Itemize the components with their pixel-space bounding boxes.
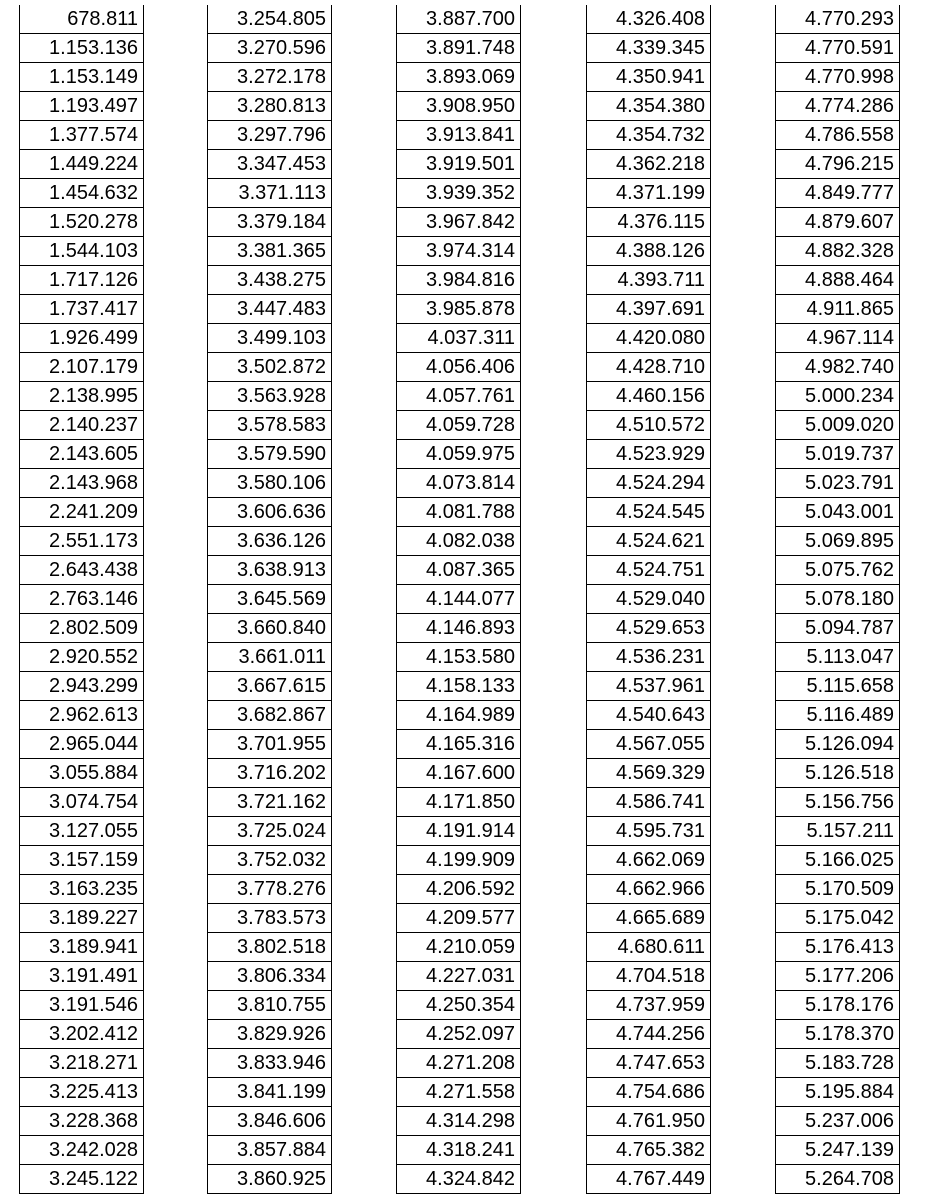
table-cell: 4.536.231 bbox=[586, 643, 711, 672]
table-cell: 4.057.761 bbox=[396, 382, 521, 411]
table-cell: 3.347.453 bbox=[207, 150, 332, 179]
table-cell: 4.362.218 bbox=[586, 150, 711, 179]
table-cell: 3.783.573 bbox=[207, 904, 332, 933]
table-cell: 3.891.748 bbox=[396, 34, 521, 63]
table-cell: 3.682.867 bbox=[207, 701, 332, 730]
table-cell: 3.638.913 bbox=[207, 556, 332, 585]
table-cell: 4.371.199 bbox=[586, 179, 711, 208]
table-cell: 1.193.497 bbox=[19, 92, 144, 121]
table-cell: 5.019.737 bbox=[775, 440, 900, 469]
table-cell: 4.911.865 bbox=[775, 295, 900, 324]
table-cell: 5.115.658 bbox=[775, 672, 900, 701]
table-cell: 3.218.271 bbox=[19, 1049, 144, 1078]
table-cell: 3.974.314 bbox=[396, 237, 521, 266]
table-cell: 4.271.208 bbox=[396, 1049, 521, 1078]
table-cell: 4.770.293 bbox=[775, 5, 900, 34]
table-cell: 5.178.370 bbox=[775, 1020, 900, 1049]
table-cell: 5.177.206 bbox=[775, 962, 900, 991]
table-cell: 2.138.995 bbox=[19, 382, 144, 411]
column-3 bbox=[396, 5, 521, 1194]
table-cell: 3.163.235 bbox=[19, 875, 144, 904]
table-cell: 5.075.762 bbox=[775, 556, 900, 585]
table-cell: 5.166.025 bbox=[775, 846, 900, 875]
table-cell: 4.744.256 bbox=[586, 1020, 711, 1049]
table-cell: 4.158.133 bbox=[396, 672, 521, 701]
table-cell: 3.716.202 bbox=[207, 759, 332, 788]
table-cell: 4.191.914 bbox=[396, 817, 521, 846]
table-cell: 4.586.741 bbox=[586, 788, 711, 817]
table-cell: 2.763.146 bbox=[19, 585, 144, 614]
table-cell: 3.202.412 bbox=[19, 1020, 144, 1049]
column-5 bbox=[775, 5, 900, 1194]
table-cell: 3.667.615 bbox=[207, 672, 332, 701]
table-cell: 2.943.299 bbox=[19, 672, 144, 701]
table-cell: 4.146.893 bbox=[396, 614, 521, 643]
table-cell: 4.982.740 bbox=[775, 353, 900, 382]
table-cell: 4.529.653 bbox=[586, 614, 711, 643]
table-cell: 4.397.691 bbox=[586, 295, 711, 324]
table-cell: 3.846.606 bbox=[207, 1107, 332, 1136]
table-cell: 4.199.909 bbox=[396, 846, 521, 875]
table-cell: 3.606.636 bbox=[207, 498, 332, 527]
table-cell: 4.164.989 bbox=[396, 701, 521, 730]
table-cell: 3.939.352 bbox=[396, 179, 521, 208]
table-cell: 3.985.878 bbox=[396, 295, 521, 324]
table-cell: 5.237.006 bbox=[775, 1107, 900, 1136]
column-4 bbox=[586, 5, 711, 1194]
table-cell: 4.524.294 bbox=[586, 469, 711, 498]
table-cell: 3.280.813 bbox=[207, 92, 332, 121]
table-cell: 3.578.583 bbox=[207, 411, 332, 440]
table-cell: 2.140.237 bbox=[19, 411, 144, 440]
table-cell: 5.009.020 bbox=[775, 411, 900, 440]
table-cell: 3.806.334 bbox=[207, 962, 332, 991]
table-cell: 3.660.840 bbox=[207, 614, 332, 643]
table-cell: 3.297.796 bbox=[207, 121, 332, 150]
table-cell: 4.524.621 bbox=[586, 527, 711, 556]
table-cell: 4.774.286 bbox=[775, 92, 900, 121]
table-cell: 3.189.941 bbox=[19, 933, 144, 962]
table-cell: 3.645.569 bbox=[207, 585, 332, 614]
table-cell: 3.127.055 bbox=[19, 817, 144, 846]
table-cell: 1.717.126 bbox=[19, 266, 144, 295]
column-1 bbox=[19, 5, 144, 1194]
table-cell: 4.569.329 bbox=[586, 759, 711, 788]
table-cell: 5.116.489 bbox=[775, 701, 900, 730]
table-cell: 4.770.998 bbox=[775, 63, 900, 92]
table-cell: 4.420.080 bbox=[586, 324, 711, 353]
table-cell: 5.156.756 bbox=[775, 788, 900, 817]
table-cell: 4.595.731 bbox=[586, 817, 711, 846]
table-cell: 2.143.605 bbox=[19, 440, 144, 469]
table-cell: 3.802.518 bbox=[207, 933, 332, 962]
table-cell: 3.272.178 bbox=[207, 63, 332, 92]
table-cell: 3.579.590 bbox=[207, 440, 332, 469]
table-cell: 1.153.136 bbox=[19, 34, 144, 63]
table-cell: 3.191.546 bbox=[19, 991, 144, 1020]
table-cell: 3.810.755 bbox=[207, 991, 332, 1020]
table-cell: 5.247.139 bbox=[775, 1136, 900, 1165]
table-cell: 2.107.179 bbox=[19, 353, 144, 382]
table-cell: 4.849.777 bbox=[775, 179, 900, 208]
table-cell: 4.227.031 bbox=[396, 962, 521, 991]
table-cell: 4.210.059 bbox=[396, 933, 521, 962]
table-cell: 3.752.032 bbox=[207, 846, 332, 875]
table-cell: 3.661.011 bbox=[207, 643, 332, 672]
table-cell: 4.314.298 bbox=[396, 1107, 521, 1136]
table-cell: 2.802.509 bbox=[19, 614, 144, 643]
table-cell: 678.811 bbox=[19, 5, 144, 34]
table-cell: 4.754.686 bbox=[586, 1078, 711, 1107]
table-cell: 4.073.814 bbox=[396, 469, 521, 498]
table-cell: 3.580.106 bbox=[207, 469, 332, 498]
table-cell: 4.680.611 bbox=[586, 933, 711, 962]
table-cell: 4.250.354 bbox=[396, 991, 521, 1020]
table-cell: 4.354.380 bbox=[586, 92, 711, 121]
table-cell: 4.747.653 bbox=[586, 1049, 711, 1078]
table-cell: 4.388.126 bbox=[586, 237, 711, 266]
table-cell: 4.761.950 bbox=[586, 1107, 711, 1136]
table-cell: 4.082.038 bbox=[396, 527, 521, 556]
table-cell: 4.350.941 bbox=[586, 63, 711, 92]
table-cell: 4.087.365 bbox=[396, 556, 521, 585]
table-cell: 4.767.449 bbox=[586, 1165, 711, 1194]
table-cell: 4.662.966 bbox=[586, 875, 711, 904]
table-cell: 4.376.115 bbox=[586, 208, 711, 237]
table-cell: 3.447.483 bbox=[207, 295, 332, 324]
table-cell: 3.563.928 bbox=[207, 382, 332, 411]
table-cell: 4.967.114 bbox=[775, 324, 900, 353]
table-cell: 4.339.345 bbox=[586, 34, 711, 63]
table-cell: 5.175.042 bbox=[775, 904, 900, 933]
table-cell: 5.094.787 bbox=[775, 614, 900, 643]
table-cell: 1.377.574 bbox=[19, 121, 144, 150]
table-cell: 3.499.103 bbox=[207, 324, 332, 353]
table-cell: 5.126.094 bbox=[775, 730, 900, 759]
table-cell: 4.056.406 bbox=[396, 353, 521, 382]
table-cell: 3.725.024 bbox=[207, 817, 332, 846]
table-cell: 4.537.961 bbox=[586, 672, 711, 701]
table-cell: 5.170.509 bbox=[775, 875, 900, 904]
table-cell: 4.252.097 bbox=[396, 1020, 521, 1049]
table-cell: 3.228.368 bbox=[19, 1107, 144, 1136]
table-cell: 2.143.968 bbox=[19, 469, 144, 498]
table-cell: 4.765.382 bbox=[586, 1136, 711, 1165]
table-cell: 3.893.069 bbox=[396, 63, 521, 92]
table-cell: 4.318.241 bbox=[396, 1136, 521, 1165]
table-cell: 3.919.501 bbox=[396, 150, 521, 179]
table-cell: 4.567.055 bbox=[586, 730, 711, 759]
table-cell: 3.829.926 bbox=[207, 1020, 332, 1049]
table-cell: 3.833.946 bbox=[207, 1049, 332, 1078]
table-cell: 1.544.103 bbox=[19, 237, 144, 266]
table-cell: 4.059.728 bbox=[396, 411, 521, 440]
table-cell: 5.023.791 bbox=[775, 469, 900, 498]
table-cell: 4.081.788 bbox=[396, 498, 521, 527]
table-cell: 4.529.040 bbox=[586, 585, 711, 614]
table-cell: 3.245.122 bbox=[19, 1165, 144, 1194]
table-cell: 2.551.173 bbox=[19, 527, 144, 556]
table-cell: 3.502.872 bbox=[207, 353, 332, 382]
table-cell: 4.510.572 bbox=[586, 411, 711, 440]
table-cell: 4.460.156 bbox=[586, 382, 711, 411]
table-cell: 1.520.278 bbox=[19, 208, 144, 237]
table-cell: 4.393.711 bbox=[586, 266, 711, 295]
table-cell: 3.225.413 bbox=[19, 1078, 144, 1107]
table-cell: 4.171.850 bbox=[396, 788, 521, 817]
table-cell: 4.206.592 bbox=[396, 875, 521, 904]
table-cell: 4.665.689 bbox=[586, 904, 711, 933]
table-cell: 4.354.732 bbox=[586, 121, 711, 150]
table-cell: 3.701.955 bbox=[207, 730, 332, 759]
table-cell: 3.055.884 bbox=[19, 759, 144, 788]
table-cell: 2.962.613 bbox=[19, 701, 144, 730]
table-cell: 4.144.077 bbox=[396, 585, 521, 614]
table-cell: 5.264.708 bbox=[775, 1165, 900, 1194]
table-cell: 5.069.895 bbox=[775, 527, 900, 556]
table-cell: 4.165.316 bbox=[396, 730, 521, 759]
table-cell: 5.178.176 bbox=[775, 991, 900, 1020]
column-2 bbox=[207, 5, 332, 1194]
table-cell: 3.381.365 bbox=[207, 237, 332, 266]
table-cell: 4.167.600 bbox=[396, 759, 521, 788]
table-cell: 3.254.805 bbox=[207, 5, 332, 34]
table-cell: 3.908.950 bbox=[396, 92, 521, 121]
table-cell: 5.195.884 bbox=[775, 1078, 900, 1107]
table-cell: 3.857.884 bbox=[207, 1136, 332, 1165]
table-cell: 3.379.184 bbox=[207, 208, 332, 237]
table-cell: 3.438.275 bbox=[207, 266, 332, 295]
table-cell: 4.209.577 bbox=[396, 904, 521, 933]
table-cell: 4.428.710 bbox=[586, 353, 711, 382]
table-cell: 1.926.499 bbox=[19, 324, 144, 353]
table-cell: 4.737.959 bbox=[586, 991, 711, 1020]
table-cell: 3.189.227 bbox=[19, 904, 144, 933]
table-cell: 3.371.113 bbox=[207, 179, 332, 208]
table-cell: 4.879.607 bbox=[775, 208, 900, 237]
table-cell: 4.882.328 bbox=[775, 237, 900, 266]
table-cell: 4.540.643 bbox=[586, 701, 711, 730]
table-cell: 3.191.491 bbox=[19, 962, 144, 991]
table-cell: 5.183.728 bbox=[775, 1049, 900, 1078]
table-cell: 4.786.558 bbox=[775, 121, 900, 150]
table-cell: 3.841.199 bbox=[207, 1078, 332, 1107]
table-cell: 5.176.413 bbox=[775, 933, 900, 962]
table-cell: 3.157.159 bbox=[19, 846, 144, 875]
table-cell: 4.704.518 bbox=[586, 962, 711, 991]
table-cell: 4.524.751 bbox=[586, 556, 711, 585]
table-cell: 5.157.211 bbox=[775, 817, 900, 846]
table-cell: 5.126.518 bbox=[775, 759, 900, 788]
table-cell: 5.043.001 bbox=[775, 498, 900, 527]
table-cell: 2.920.552 bbox=[19, 643, 144, 672]
table-cell: 4.324.842 bbox=[396, 1165, 521, 1194]
table-cell: 4.059.975 bbox=[396, 440, 521, 469]
table-cell: 1.454.632 bbox=[19, 179, 144, 208]
table-cell: 3.887.700 bbox=[396, 5, 521, 34]
table-cell: 3.913.841 bbox=[396, 121, 521, 150]
table-cell: 3.074.754 bbox=[19, 788, 144, 817]
table-cell: 3.778.276 bbox=[207, 875, 332, 904]
table-cell: 3.984.816 bbox=[396, 266, 521, 295]
table-cell: 4.888.464 bbox=[775, 266, 900, 295]
table-cell: 4.523.929 bbox=[586, 440, 711, 469]
table-cell: 2.241.209 bbox=[19, 498, 144, 527]
table-cell: 4.153.580 bbox=[396, 643, 521, 672]
table-cell: 3.860.925 bbox=[207, 1165, 332, 1194]
table-cell: 4.770.591 bbox=[775, 34, 900, 63]
table-cell: 4.796.215 bbox=[775, 150, 900, 179]
table-cell: 4.326.408 bbox=[586, 5, 711, 34]
table-cell: 3.636.126 bbox=[207, 527, 332, 556]
table-cell: 1.737.417 bbox=[19, 295, 144, 324]
table-cell: 1.153.149 bbox=[19, 63, 144, 92]
table-cell: 4.662.069 bbox=[586, 846, 711, 875]
table-cell: 5.113.047 bbox=[775, 643, 900, 672]
table-cell: 3.721.162 bbox=[207, 788, 332, 817]
table-cell: 5.078.180 bbox=[775, 585, 900, 614]
table-cell: 3.967.842 bbox=[396, 208, 521, 237]
table-cell: 2.643.438 bbox=[19, 556, 144, 585]
table-cell: 4.037.311 bbox=[396, 324, 521, 353]
table-cell: 2.965.044 bbox=[19, 730, 144, 759]
table-cell: 5.000.234 bbox=[775, 382, 900, 411]
table-cell: 3.270.596 bbox=[207, 34, 332, 63]
table-cell: 4.524.545 bbox=[586, 498, 711, 527]
table-cell: 4.271.558 bbox=[396, 1078, 521, 1107]
table-cell: 1.449.224 bbox=[19, 150, 144, 179]
table-cell: 3.242.028 bbox=[19, 1136, 144, 1165]
